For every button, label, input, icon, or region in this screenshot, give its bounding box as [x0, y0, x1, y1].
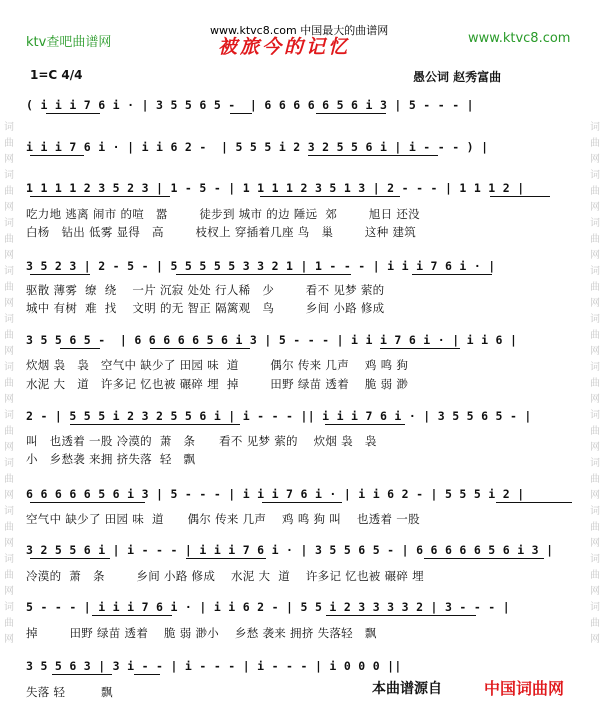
score-line-notes: 3 5 2 3 | 2 - 5 - | 5 5 5 5 5 3 3 2 1 | 1 - - - | i i i 7 6 i · |	[26, 259, 496, 273]
beam-line	[230, 113, 252, 114]
song-title: 被旅今的记忆	[218, 36, 351, 58]
lyrics-line: 小 乡愁袭 来拥 挤失落 轻 飘	[26, 452, 196, 466]
lyrics-line: 空气中 缺少了 田园 味 道 偶尔 传来 几声 鸡 鸣 狗 叫 也透着 一股	[26, 512, 420, 526]
watermark-left: 词曲网词曲网词曲网词曲网词曲网词曲网词曲网词曲网词曲网词曲网词曲网	[4, 122, 14, 645]
source-note: 本曲谱源自	[372, 681, 442, 697]
lyrics-line: 驱散 薄雾 缭 绕 一片 沉寂 处处 行人稀 少 看不 见梦 萦的	[26, 283, 385, 297]
beam-line	[30, 155, 84, 156]
beam-line	[92, 615, 172, 616]
beam-line	[30, 196, 170, 197]
lyrics-line: 掉 田野 绿苗 透着 脆 弱 渺小 乡愁 袭来 拥挤 失落轻 飘	[26, 626, 377, 640]
beam-line	[30, 502, 145, 503]
beam-line	[52, 674, 112, 675]
score-line-notes: 3 5 5 6 5 - | 6 6 6 6 6 5 6 i 3 | 5 - - - | i i i 7 6 i · | i i 6 |	[26, 333, 518, 347]
beam-line	[46, 113, 100, 114]
lyrics-line: 水泥 大 道 许多记 忆也被 碾碎 埋 掉 田野 绿苗 透着 脆 弱 渺	[26, 377, 409, 391]
site-name-left[interactable]: ktv查吧曲谱网	[26, 35, 112, 50]
site-url-right[interactable]: www.ktvc8.com	[468, 31, 571, 46]
key-signature: 1=C 4/4	[30, 68, 83, 82]
score-line-notes: 1 1 1 1 2 3 5 2 3 | 1 - 5 - | 1 1 1 1 2 3 5 1 3 | 2 - - - | 1 1 1 2 |	[26, 181, 525, 195]
lyrics-line: 白杨 钻出 低雾 显得 高 枝杈上 穿插着几座 鸟 巢 这种 建筑	[26, 225, 417, 239]
beam-line	[308, 155, 438, 156]
watermark-right: 词曲网词曲网词曲网词曲网词曲网词曲网词曲网词曲网词曲网词曲网词曲网	[590, 122, 600, 645]
lyrics-line: 冷漠的 萧 条 乡间 小路 修成 水泥 大 道 许多记 忆也被 碾碎 埋	[26, 569, 424, 583]
beam-line	[262, 502, 342, 503]
lyrics-line: 失落 轻 飘	[26, 685, 113, 699]
beam-line	[380, 348, 460, 349]
lyrics-line: 炊烟 袅 袅 空气中 缺少了 田园 味 道 偶尔 传来 几声 鸡 鸣 狗	[26, 358, 409, 372]
beam-line	[176, 274, 351, 275]
beam-line	[70, 424, 240, 425]
score-line-notes: 3 2 5 5 6 i | i - - - | i i i 7 6 i · | 3 5 5 6 5 - | 6 6 6 6 6 5 6 i 3 |	[26, 543, 554, 557]
beam-line	[490, 196, 550, 197]
beam-line	[316, 113, 386, 114]
beam-line	[60, 348, 100, 349]
beam-line	[326, 615, 476, 616]
score-line-notes: ( i i i 7 6 i · | 3 5 5 6 5 - | 6 6 6 6 6 5 6 i 3 | 5 - - - |	[26, 98, 474, 112]
score-line-notes: 6 6 6 6 6 5 6 i 3 | 5 - - - | i i i 7 6 i · | i i 6 2 - | 5 5 5 i 2 |	[26, 487, 525, 501]
song-credits: 愚公词 赵秀富曲	[413, 70, 502, 84]
site-name-center[interactable]: www.ktvc8.com 中国最大的曲谱网	[210, 24, 389, 37]
beam-line	[30, 274, 90, 275]
lyrics-line: 吃力地 逃离 闹市 的喧 嚣 徒步到 城市 的边 陲远 郊 旭日 还没	[26, 207, 420, 221]
source-site-logo[interactable]: 中国词曲网	[484, 679, 565, 698]
lyrics-line: 城中 有树 难 找 文明 的无 智正 隔篱观 鸟 乡间 小路 修成	[26, 301, 385, 315]
score-line-notes: 3 5 5 6 3 | 3 i - - | i - - - | i - - - | i 0 0 0 ||	[26, 659, 402, 673]
beam-line	[186, 558, 266, 559]
lyrics-line: 叫 也透着 一股 冷漠的 萧 条 看不 见梦 萦的 炊烟 袅 袅	[26, 434, 377, 448]
beam-line	[496, 502, 572, 503]
beam-line	[412, 274, 492, 275]
beam-line	[260, 196, 400, 197]
beam-line	[30, 558, 110, 559]
beam-line	[424, 558, 544, 559]
score-line-notes: 2 - | 5 5 5 i 2 3 2 5 5 6 i | i - - - || i i i 7 6 i · | 3 5 5 6 5 - |	[26, 409, 532, 423]
beam-line	[134, 674, 160, 675]
score-line-notes: i i i 7 6 i · | i i 6 2 - | 5 5 5 i 2 3 2 5 5 6 i | i - - - ) |	[26, 140, 489, 154]
beam-line	[150, 348, 250, 349]
beam-line	[325, 424, 405, 425]
score-line-notes: 5 - - - | i i i 7 6 i · | i i 6 2 - | 5 5 i 2 3 3 3 3 2 | 3 - - - |	[26, 600, 510, 614]
